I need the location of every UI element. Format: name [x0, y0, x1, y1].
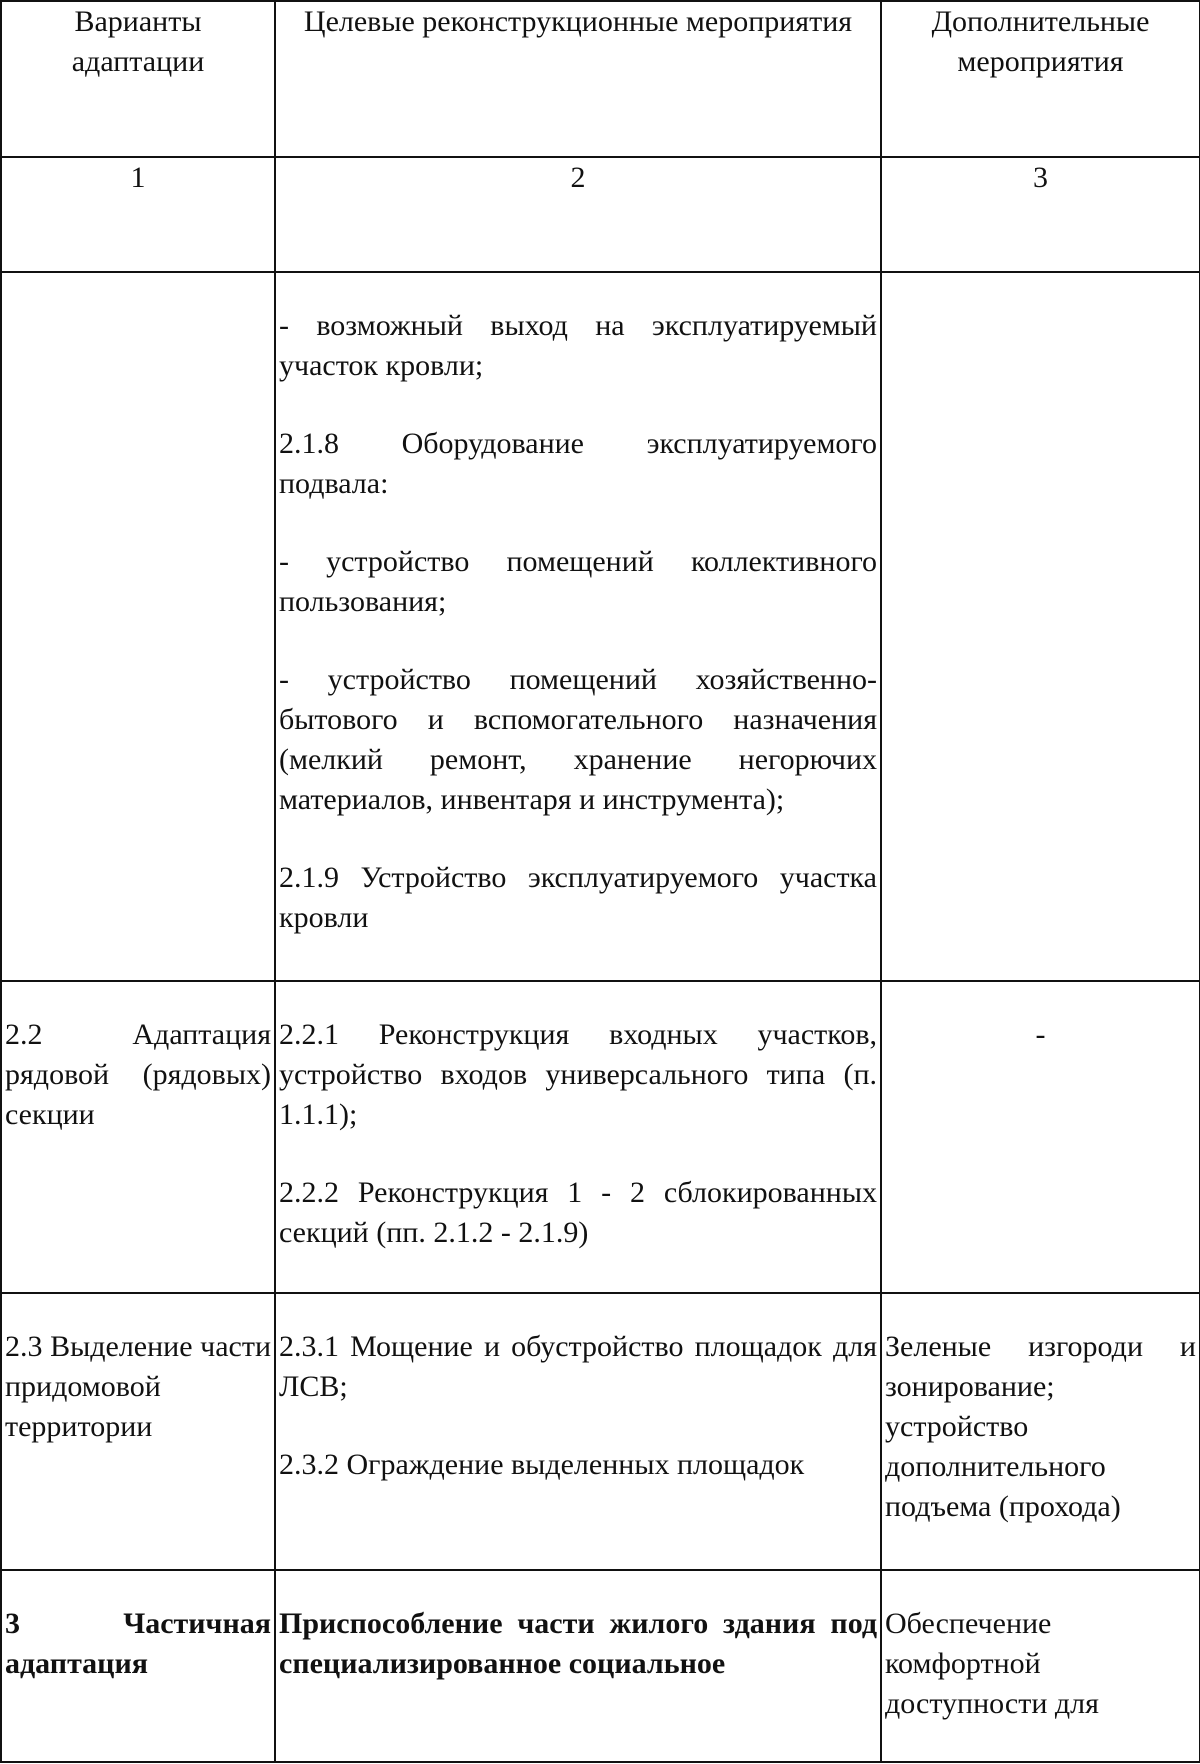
- header-measures-text: Целевые реконструкционные мероприятия: [303, 5, 853, 38]
- table-row: [1, 1293, 1200, 1570]
- column-number-row: [1, 157, 1200, 272]
- column-number-2: 2: [275, 157, 881, 272]
- list-item: 2.1.8 Оборудование эксплуатируемого подвала:: [279, 427, 877, 500]
- row1-additional-cell: [881, 272, 1200, 981]
- row4-variant-cell: [1, 1570, 275, 1762]
- list-item: 2.1.9 Устройство эксплуатируемого участка кровли: [279, 861, 877, 934]
- row3-measures-cell: [275, 1293, 881, 1570]
- row4-additional-text: Обеспечение комфортной доступности для: [885, 1607, 1099, 1720]
- list-item: 2.2.2 Реконструкция 1 - 2 сблокированных секций (пп. 2.1.2 - 2.1.9): [279, 1176, 877, 1249]
- table-row: [1, 981, 1200, 1293]
- row2-variant-cell: [1, 981, 275, 1293]
- row4-measures-text: Приспособление части жилого здания под специализированное социальное: [279, 1607, 877, 1680]
- header-cell-variants: [1, 1, 275, 157]
- header-cell-measures: [275, 1, 881, 157]
- header-additional-text: Дополнительные мероприятия: [931, 5, 1150, 78]
- row3-additional-cell: [881, 1293, 1200, 1570]
- list-item: 2.3.1 Мощение и обустройство площадок для ЛСВ;: [279, 1330, 877, 1403]
- row3-variant-cell: [1, 1293, 275, 1570]
- row3-additional-text: Зеленые изгороди и зонирование; устройство дополнительного подъема (прохода): [885, 1330, 1196, 1523]
- row4-variant-text: 3 Частичная адаптация: [5, 1607, 271, 1680]
- header-variants-text: Варианты адаптации: [71, 5, 205, 78]
- row2-additional-cell: [881, 981, 1200, 1293]
- row2-variant-text: 2.2 Адаптация рядовой (рядовых) секции: [5, 1018, 271, 1131]
- row1-variant-cell: [1, 272, 275, 981]
- column-number-1: 1: [1, 157, 275, 272]
- list-item: - возможный выход на эксплуатируемый участок кровли;: [279, 309, 877, 382]
- row3-variant-text: 2.3 Выделение части придомовой территории: [5, 1330, 271, 1443]
- list-item: 2.3.2 Ограждение выделенных площадок: [279, 1448, 805, 1481]
- list-item: - устройство помещений коллективного пользования;: [279, 545, 877, 618]
- row1-measures-cell: [275, 272, 881, 981]
- list-item: 2.2.1 Реконструкция входных участков, устройство входов универсального типа (п. 1.1.1);: [279, 1018, 877, 1131]
- table-header-row: [1, 1, 1200, 157]
- row4-additional-cell: [881, 1570, 1200, 1762]
- table-row: [1, 272, 1200, 981]
- row2-measures-cell: [275, 981, 881, 1293]
- header-cell-additional: [881, 1, 1200, 157]
- row4-measures-cell: [275, 1570, 881, 1762]
- list-item: - устройство помещений хозяйственно-бытового и вспомогательного назначения (мелкий ремонт, хранение негорючих материалов, инвентаря и инструмента);: [279, 663, 877, 816]
- table-row: [1, 1570, 1200, 1762]
- row2-additional-text: -: [1035, 1018, 1046, 1051]
- column-number-3: 3: [881, 157, 1200, 272]
